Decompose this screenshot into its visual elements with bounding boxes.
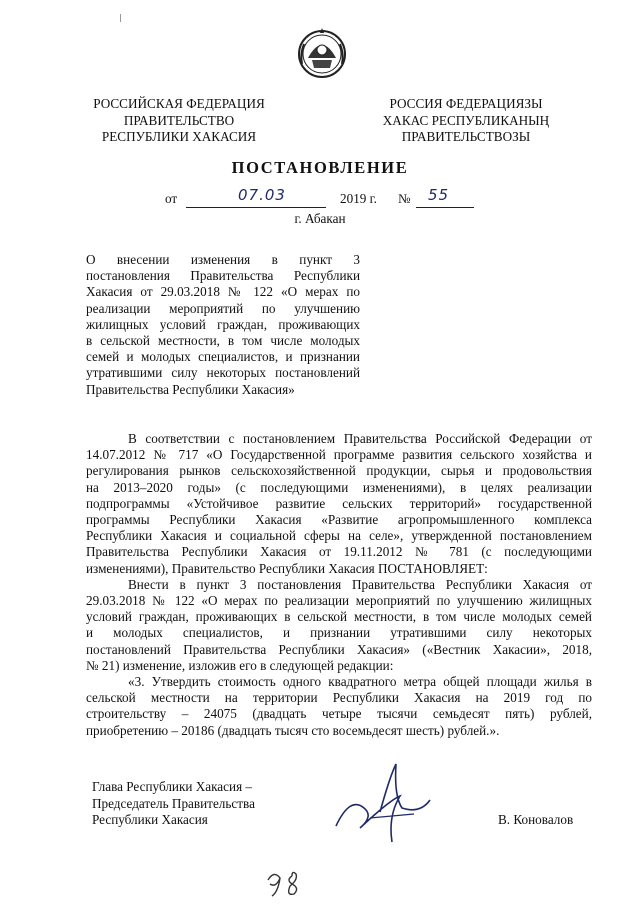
- subject-line: О внесении изменения в пункт 3: [86, 252, 360, 267]
- subject-line: жилищных условий граждан, проживающих: [86, 316, 360, 332]
- subject-line: Правительства Республики Хакасия»: [86, 381, 295, 397]
- body-line: В соответствии с постановлением Правительства Российской Федерации от: [128, 431, 592, 446]
- header-right-line: РОССИЯ ФЕДЕРАЦИЯЗЫ: [389, 96, 543, 111]
- header-right: [368, 96, 564, 146]
- header-left-line: РЕСПУБЛИКИ ХАКАСИЯ: [101, 129, 257, 144]
- number-label: №: [398, 191, 411, 206]
- header-right-line: ХАКАС РЕСПУБЛИКАНЫҢ: [382, 112, 550, 128]
- coat-of-arms-icon: [294, 24, 350, 80]
- body-line: Правительства Республики Хакасия от 19.11.2012 № 781 (с последующими: [86, 544, 592, 560]
- signatory-position-line: Глава Республики Хакасия –: [92, 779, 253, 794]
- subject-line: в сельской местности, в том числе молодых: [86, 333, 360, 349]
- body-line: приобретению – 20186 (двадцать тысяч сто восемьдесят шесть) рублей.».: [86, 722, 500, 738]
- header-left: [84, 96, 274, 146]
- body-line: регулирования рынков сельскохозяйственной продукции, сырья и продовольствия: [86, 463, 592, 479]
- handwritten-page-number: [262, 866, 312, 898]
- number-underline: [416, 207, 474, 208]
- body-line: условий граждан, проживающих в сельской местности, в том числе молодых семей: [86, 609, 592, 625]
- scan-mark: [120, 14, 121, 22]
- handwritten-date: 07.03: [238, 186, 286, 204]
- signatory-position: [92, 779, 255, 829]
- document-title: ПОСТАНОВЛЕНИЕ: [231, 158, 409, 177]
- year-label: 2019 г.: [340, 191, 377, 206]
- handwritten-number: 55: [428, 186, 450, 204]
- city-label: г. Абакан: [294, 211, 346, 226]
- signatory-position-line: Председатель Правительства: [92, 795, 255, 811]
- subject-line: Хакасия от 29.03.2018 № 122 «О мерах по: [86, 284, 360, 300]
- body-line: «3. Утвердить стоимость одного квадратного метра общей площади жилья в: [128, 674, 592, 690]
- body-line: программы Республики Хакасия «Развитие агропромышленного комплекса: [86, 512, 592, 528]
- subject-line: постановления Правительства Республики: [86, 268, 360, 284]
- signatory-position-line: Республики Хакасия: [92, 812, 208, 827]
- subject-line: реализации мероприятий по улучшению: [86, 300, 360, 316]
- body-line: 29.03.2018 № 122 «О мерах по реализации мероприятий по улучшению жилищных: [86, 593, 592, 609]
- subject-line: семей и молодых специалистов, и признании: [86, 349, 360, 365]
- body-line: постановлений Правительства Республики Хакасия» («Вестник Хакасии», 2018,: [86, 641, 592, 657]
- body-line: Республики Хакасия и социальной сферы на селе», утвержденной постановлением: [86, 528, 592, 544]
- body-line: и молодых специалистов, и признании утратившими силу некоторых: [86, 625, 592, 641]
- subject-block: [86, 252, 360, 398]
- body-line: строительству – 24075 (двадцать четыре тысячи семьдесят пять) рублей,: [86, 706, 592, 722]
- body-line: сельской местности на территории Республики Хакасия на 2019 год по: [86, 690, 592, 706]
- body-line: изменениями), Правительство Республики Хакасия ПОСТАНОВЛЯЕТ:: [86, 560, 488, 576]
- header-left-line: ПРАВИТЕЛЬСТВО: [123, 112, 235, 128]
- body-line: подпрограммы «Устойчивое развитие сельских территорий» государственной: [86, 495, 592, 511]
- subject-line: утратившими силу некоторых постановлений: [86, 365, 360, 381]
- body-line: № 21) изменение, изложив его в следующей редакции:: [86, 657, 394, 673]
- header-left-line: РОССИЙСКАЯ ФЕДЕРАЦИЯ: [93, 96, 265, 111]
- handwritten-signature: [330, 756, 440, 848]
- body-line: на 2013–2020 годы» (с последующими изменениями), в целях реализации: [86, 479, 592, 495]
- date-underline: [186, 207, 326, 208]
- body-line: 14.07.2012 № 717 «О Государственной программе развития сельского хозяйства и: [86, 447, 592, 463]
- from-label: от: [165, 191, 178, 206]
- header-right-line: ПРАВИТЕЛЬСТВОЗЫ: [401, 129, 531, 144]
- body-text: [86, 431, 592, 739]
- body-line: Внести в пункт 3 постановления Правительства Республики Хакасия от: [128, 576, 592, 592]
- signatory-name: В. Коновалов: [498, 812, 574, 827]
